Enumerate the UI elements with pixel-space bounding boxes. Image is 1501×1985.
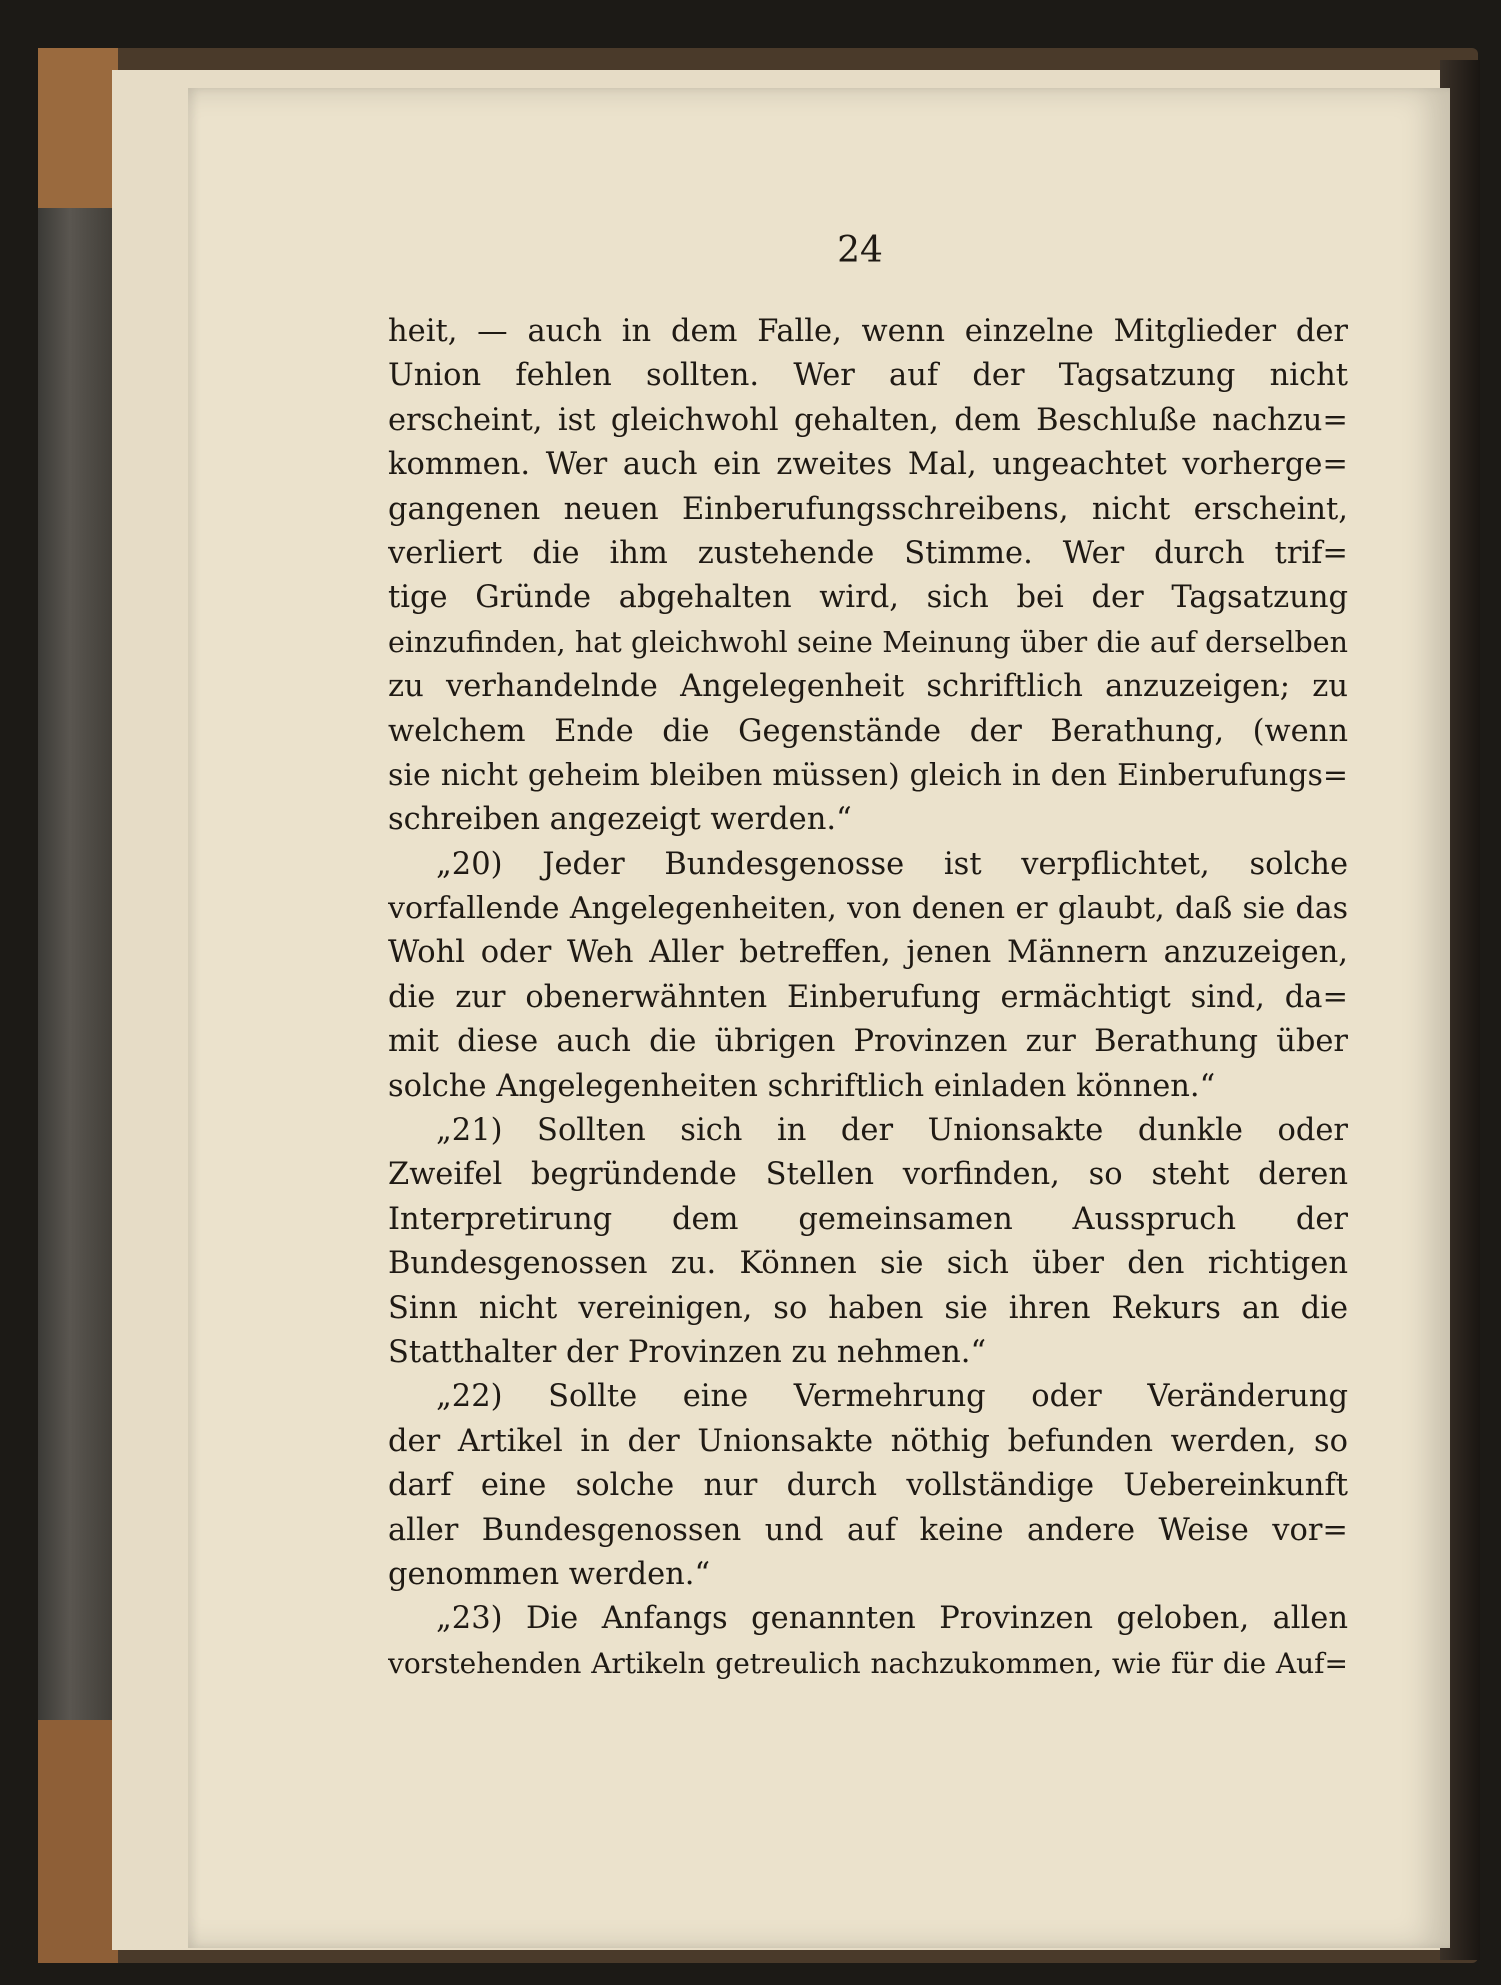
text-line: welchem Ende die Gegenstände der Berathung, (wenn (388, 713, 1348, 749)
text-line: erscheint, ist gleichwohl gehalten, dem Beschluße nachzu= (388, 402, 1348, 438)
text-line: Sinn nicht vereinigen, so haben sie ihren Rekurs an die (388, 1290, 1348, 1326)
text-line: einzufinden, hat gleichwohl seine Meinung über die auf derselben (388, 625, 1348, 659)
text-line: Union fehlen sollten. Wer auf der Tagsatzung nicht (388, 358, 1348, 394)
text-line: der Artikel in der Unionsakte nöthig befunden werden, so (388, 1423, 1348, 1459)
text-line: genommen werden.“ (388, 1556, 711, 1592)
text-line: vorfallende Angelegenheiten, von denen er glaubt, daß sie das (388, 891, 1348, 927)
text-line: mit diese auch die übrigen Provinzen zur Berathung über (388, 1024, 1348, 1060)
text-line: aller Bundesgenossen und auf keine andere Weise vor= (388, 1512, 1348, 1548)
text-line: zu verhandelnde Angelegenheit schriftlich anzuzeigen; zu (388, 669, 1348, 705)
text-line: tige Gründe abgehalten wird, sich bei der Tagsatzung (388, 580, 1348, 616)
text-line: „22) Sollte eine Vermehrung oder Veränderung (436, 1379, 1348, 1415)
text-line: darf eine solche nur durch vollständige Uebereinkunft (388, 1468, 1348, 1504)
text-line: Interpretirung dem gemeinsamen Ausspruch der (388, 1201, 1348, 1237)
cover-corner-bottom (38, 1720, 118, 1963)
text-line: heit, — auch in dem Falle, wenn einzelne Mitglieder der (388, 314, 1348, 349)
text-line: gangenen neuen Einberufungsschreibens, nicht erscheint, (388, 491, 1348, 527)
text-line: „21) Sollten sich in der Unionsakte dunkle oder (436, 1113, 1348, 1149)
text-line: Wohl oder Weh Aller betreffen, jenen Männern anzuzeigen, (388, 935, 1348, 971)
page-text (388, 310, 1348, 1686)
text-line: schreiben angezeigt werden.“ (388, 802, 852, 838)
text-line: sie nicht geheim bleiben müssen) gleich in den Einberufungs= (388, 757, 1348, 793)
cover-corner-top (38, 48, 118, 208)
text-line: Zweifel begründende Stellen vorfinden, so steht deren (388, 1157, 1348, 1193)
text-line: „20) Jeder Bundesgenosse ist verpflichtet, solche (436, 846, 1348, 882)
text-line: die zur obenerwähnten Einberufung ermächtigt sind, da= (388, 979, 1348, 1015)
text-line: vorstehenden Artikeln getreulich nachzukommen, wie für die Auf= (388, 1646, 1348, 1680)
text-line: verliert die ihm zustehende Stimme. Wer durch trif= (388, 535, 1348, 571)
page-number: 24 (837, 230, 883, 271)
text-line: kommen. Wer auch ein zweites Mal, ungeachtet vorherge= (388, 447, 1348, 483)
text-line: Bundesgenossen zu. Können sie sich über den richtigen (388, 1246, 1348, 1282)
text-line: „23) Die Anfangs genannten Provinzen geloben, allen (436, 1601, 1348, 1637)
text-line: Statthalter der Provinzen zu nehmen.“ (388, 1334, 987, 1370)
text-line: solche Angelegenheiten schriftlich einladen können.“ (388, 1068, 1216, 1104)
book-spine-edge (38, 48, 118, 1963)
